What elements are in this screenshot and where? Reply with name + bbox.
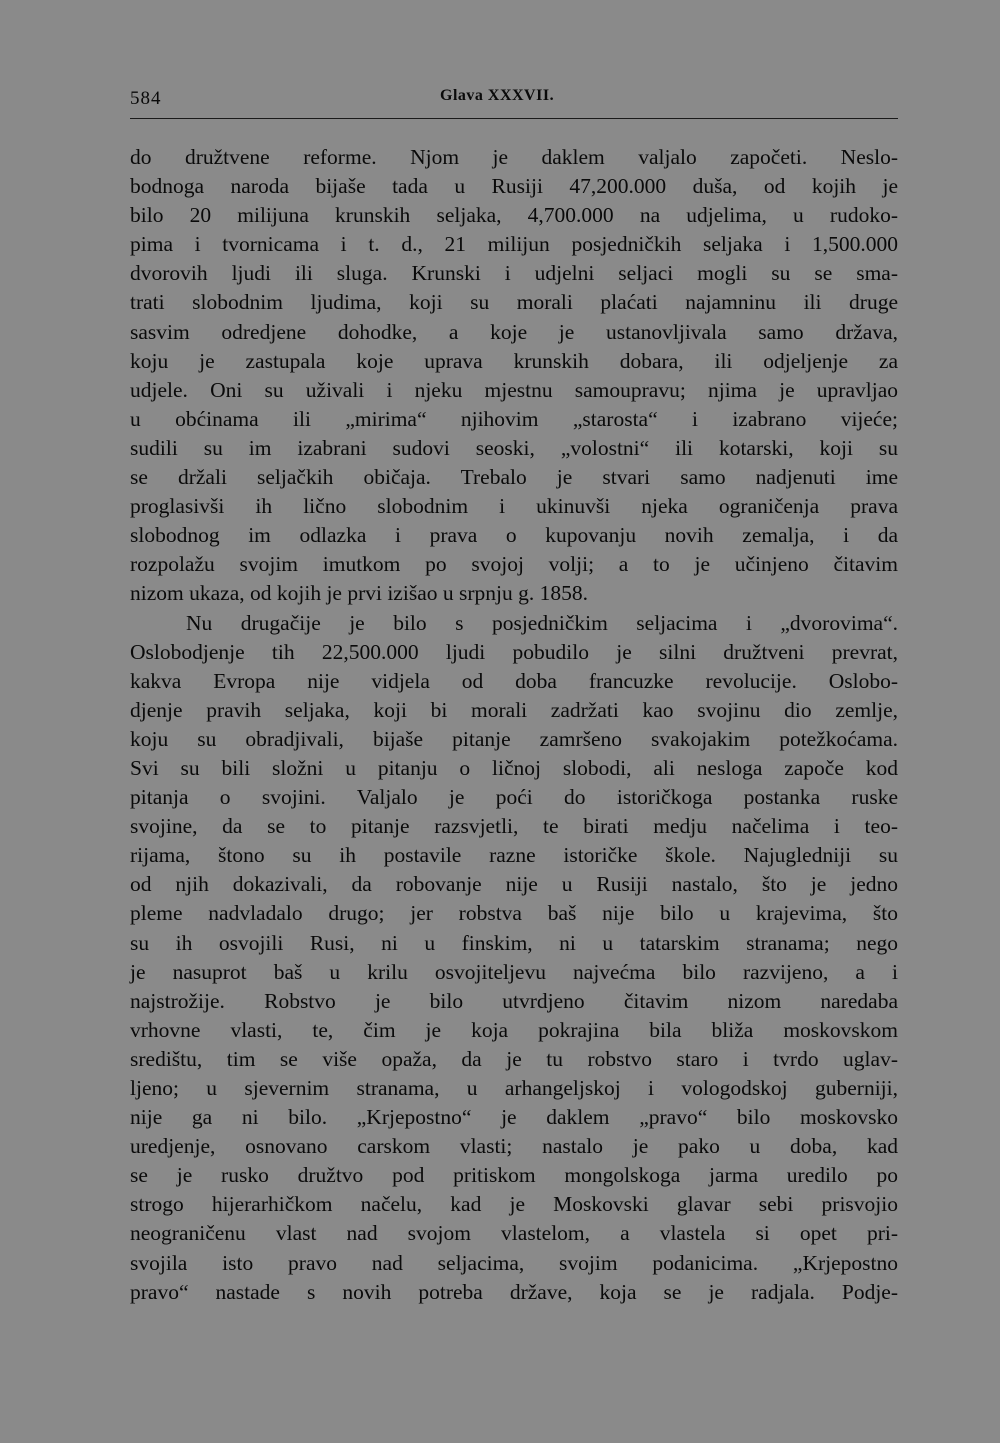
chapter-title: Glava XXXVII. [440, 87, 555, 104]
text-line: Oslobodjenje tih 22,500.000 ljudi pobudilo je silni družtveni prevrat, [130, 639, 898, 664]
text-line: se držali seljačkih običaja. Trebalo je stvari samo nadjenuti ime [130, 465, 898, 490]
text-line: kakva Evropa nije vidjela od doba francuzke revolucije. Oslobo- [130, 668, 898, 693]
text-line: pima i tvornicama i t. d., 21 milijun posjedničkih seljaka i 1,500.000 [130, 232, 898, 257]
text-line: od njih dokazivali, da robovanje nije u Rusiji nastalo, što je jedno [130, 872, 898, 897]
text-line: pravo“ nastade s novih potreba države, koja se je radjala. Podje- [130, 1279, 898, 1304]
text-line: uredjenje, osnovano carskom vlasti; nastalo je pako u doba, kad [130, 1134, 898, 1159]
text-line: koju su obradjivali, bijaše pitanje zamršeno svakojakim potežkoćama. [130, 726, 898, 751]
text-line: slobodnog im odlazka i prava o kupovanju novih zemalja, i da [130, 523, 898, 548]
text-line: neograničenu vlast nad svojom vlastelom, a vlastela si opet pri- [130, 1221, 898, 1246]
text-line: nizom ukaza, od kojih je prvi izišao u srpnju g. 1858. [130, 581, 588, 606]
text-line: strogo hijerarhičkom načelu, kad je Moskovski glavar sebi prisvojio [130, 1192, 898, 1217]
page-number: 584 [130, 88, 162, 109]
text-line: pleme nadvladalo drugo; jer robstva baš nije bilo u krajevima, što [130, 901, 898, 926]
text-line: djenje pravih seljaka, koji bi morali zadržati kao svojinu dio zemlje, [130, 697, 898, 722]
text-line: se je rusko družtvo pod pritiskom mongolskoga jarma uredilo po [130, 1163, 898, 1188]
text-line: rozpolažu svojim imutkom po svojoj volji; a to je učinjeno čitavim [130, 552, 898, 577]
text-line: udjele. Oni su uživali i njeku mjestnu samoupravu; njima je upravljao [130, 377, 898, 402]
text-line: do družtvene reforme. Njom je daklem valjalo započeti. Neslo- [130, 145, 898, 169]
text-line: proglasivši ih lično slobodnim i ukinuvši njeka ograničenja prava [130, 494, 898, 519]
text-line: dvorovih ljudi ili sluga. Krunski i udjelni seljaci mogli su se sma- [130, 261, 898, 286]
text-line: svojine, da se to pitanje razsvjetli, te birati medju načelima i teo- [130, 814, 898, 839]
text-line: koju je zastupala koje uprava krunskih dobara, ili odjeljenje za [130, 348, 898, 373]
text-line: svojila isto pravo nad seljacima, svojim podanicima. „Krjepostno [130, 1250, 898, 1275]
text-line: središtu, tim se više opaža, da je tu robstvo staro i tvrdo uglav- [130, 1046, 898, 1071]
text-line: nije ga ni bilo. „Krjepostno“ je daklem „pravo“ bilo moskovsko [130, 1105, 898, 1130]
text-line: bilo 20 milijuna krunskih seljaka, 4,700.000 na udjelima, u rudoko- [130, 203, 898, 228]
text-line: sasvim odredjene dohodke, a koje je ustanovljivala samo država, [130, 319, 898, 344]
text-line: sudili su im izabrani sudovi seoski, „volostni“ ili kotarski, koji su [130, 435, 898, 460]
text-line: ljeno; u sjevernim stranama, u arhangeljskoj i vologodskoj guberniji, [130, 1076, 898, 1100]
body-text [130, 143, 898, 1307]
text-line: u obćinama ili „mirima“ njihovim „starosta“ i izabrano vijeće; [130, 406, 898, 431]
paragraph-start-line: Nu drugačije je bilo s posjedničkim seljacima i „dvorovima“. [186, 610, 898, 635]
text-line: najstrožije. Robstvo je bilo utvrdjeno čitavim nizom naredaba [130, 988, 898, 1013]
text-line: rijama, štono su ih postavile razne istoričke škole. Najugledniji su [130, 843, 898, 868]
text-line: su ih osvojili Rusi, ni u finskim, ni u tatarskim stranama; nego [130, 930, 898, 955]
text-line: Svi su bili složni u pitanju o ličnoj slobodi, ali nesloga započe kod [130, 755, 898, 780]
text-line: vrhovne vlasti, te, čim je koja pokrajina bila bliža moskovskom [130, 1017, 898, 1042]
text-line: trati slobodnim ljudima, koji su morali plaćati najamninu ili druge [130, 290, 898, 315]
text-line: pitanja o svojini. Valjalo je poći do istoričkoga postanka ruske [130, 785, 898, 810]
page-header [130, 82, 898, 119]
text-line: bodnoga naroda bijaše tada u Rusiji 47,200.000 duša, od kojih je [130, 174, 898, 199]
text-line: je nasuprot baš u krilu osvojiteljevu najvećma bilo razvijeno, a i [130, 959, 898, 984]
